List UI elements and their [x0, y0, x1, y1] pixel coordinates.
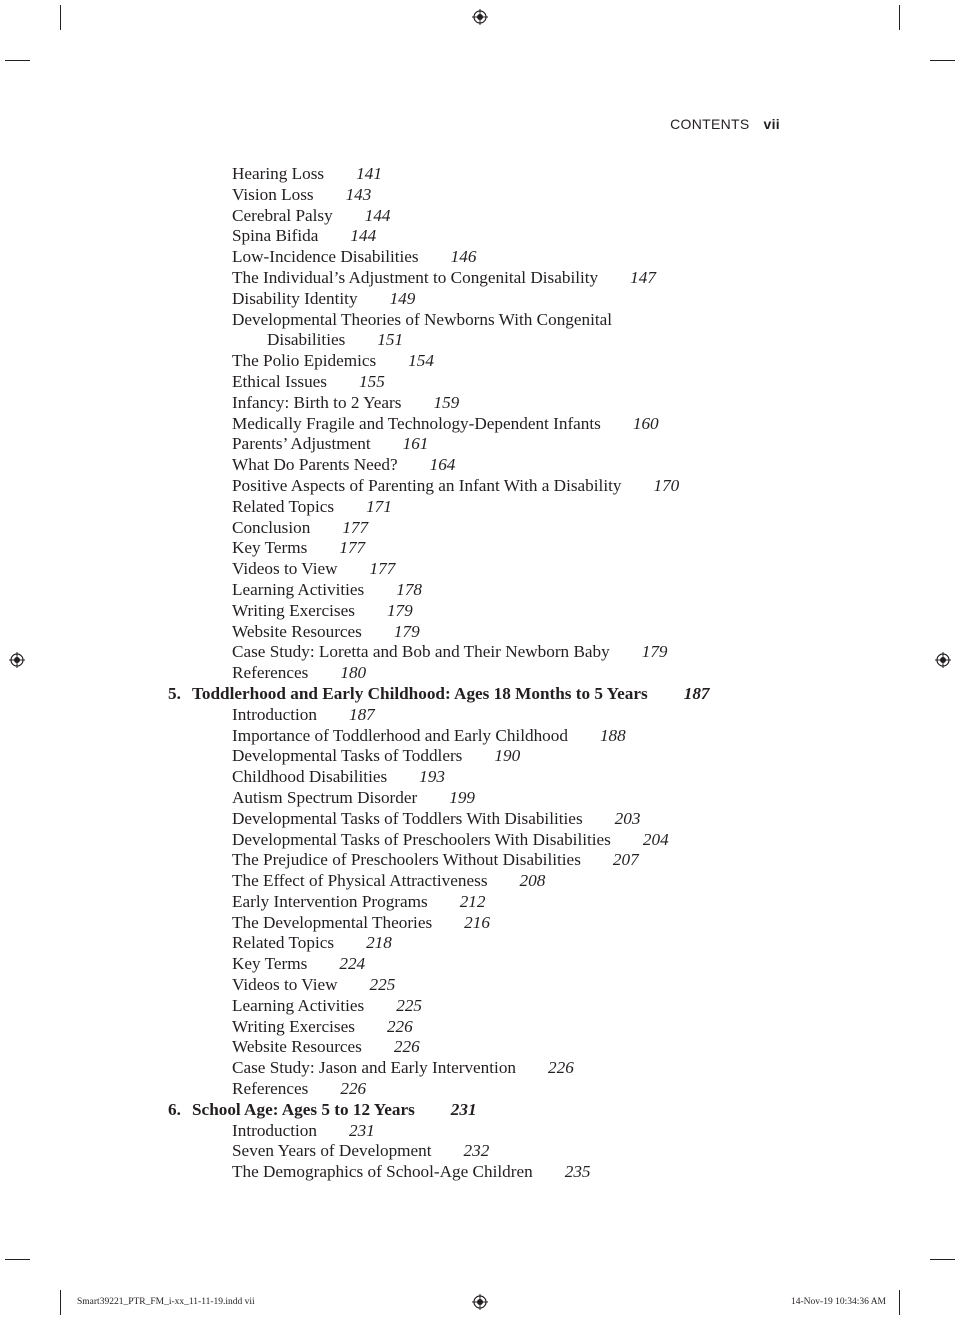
toc-entry — [0, 476, 960, 497]
toc-entry — [0, 1058, 960, 1079]
table-of-contents — [0, 164, 960, 1183]
toc-entry-title: Disabilities — [267, 330, 346, 350]
toc-entry-title: Videos to View — [232, 559, 338, 579]
toc-entry — [0, 954, 960, 975]
toc-entry — [0, 746, 960, 767]
toc-entry-page-number: 177 — [342, 517, 369, 537]
toc-entry — [0, 226, 960, 247]
toc-entry-title: Related Topics — [232, 933, 335, 953]
toc-entry — [0, 393, 960, 414]
crop-mark-top-left-v — [60, 5, 61, 30]
toc-entry-page-number: 164 — [429, 455, 456, 475]
toc-entry — [0, 310, 960, 331]
toc-entry-page-number: 146 — [450, 247, 477, 267]
toc-entry-page-number: 225 — [369, 975, 396, 995]
toc-entry — [0, 767, 960, 788]
toc-entry-page-number: 224 — [339, 954, 366, 974]
registration-mark-top-icon — [472, 9, 488, 25]
crop-mark-bottom-left-v — [60, 1290, 61, 1315]
toc-entry-page-number: 177 — [339, 538, 366, 558]
toc-entry — [0, 871, 960, 892]
toc-entry-title: Learning Activities — [232, 995, 365, 1015]
toc-entry-title: Disability Identity — [232, 288, 358, 308]
toc-entry-title: Developmental Tasks of Preschoolers With Disabilities — [232, 829, 611, 849]
toc-entry-title: Early Intervention Programs — [232, 891, 428, 911]
toc-entry-title: Introduction — [232, 1120, 317, 1140]
toc-entry-title: The Demographics of School-Age Children — [232, 1162, 533, 1182]
toc-entry — [0, 414, 960, 435]
toc-entry-title: Cerebral Palsy — [232, 205, 333, 225]
toc-entry-title: Positive Aspects of Parenting an Infant With a Disability — [232, 475, 622, 495]
toc-entry — [0, 1017, 960, 1038]
toc-entry — [0, 247, 960, 268]
toc-entry-page-number: 154 — [408, 351, 434, 371]
toc-entry — [0, 1037, 960, 1058]
toc-entry — [0, 933, 960, 954]
toc-entry-title: Case Study: Loretta and Bob and Their Newborn Baby — [232, 642, 610, 662]
toc-entry-title: The Prejudice of Preschoolers Without Disabilities — [232, 850, 581, 870]
toc-entry — [0, 164, 960, 185]
toc-entry-page-number: 218 — [366, 933, 392, 953]
toc-entry-title: Ethical Issues — [232, 371, 327, 391]
toc-entry-page-number: 226 — [548, 1058, 574, 1078]
toc-entry-page-number: 235 — [564, 1162, 591, 1182]
crop-mark-bottom-right-v — [899, 1290, 900, 1315]
toc-entry — [0, 185, 960, 206]
toc-entry-page-number: 179 — [641, 642, 668, 662]
slug-timestamp: 14-Nov-19 10:34:36 AM — [791, 1297, 886, 1307]
toc-entry-page-number: 226 — [393, 1037, 420, 1057]
toc-entry-title: Toddlerhood and Early Childhood: Ages 18 Months to 5 Years — [192, 683, 648, 703]
toc-entry — [0, 580, 960, 601]
toc-entry-page-number: 161 — [402, 434, 429, 454]
toc-entry-title: Key Terms — [232, 954, 308, 974]
page-folio: vii — [763, 116, 780, 132]
toc-entry-title: Learning Activities — [232, 579, 365, 599]
toc-entry-page-number: 199 — [449, 787, 476, 807]
toc-entry-page-number: 149 — [389, 288, 416, 308]
toc-entry — [0, 497, 960, 518]
toc-entry-page-number: 144 — [364, 205, 391, 225]
toc-entry-title: Conclusion — [232, 517, 311, 537]
toc-entry-title: Key Terms — [232, 538, 308, 558]
toc-entry-title: Vision Loss — [232, 184, 314, 204]
toc-entry-title: Parents’ Adjustment — [232, 434, 371, 454]
toc-entry-page-number: 141 — [356, 164, 382, 183]
toc-entry — [0, 830, 960, 851]
toc-entry-page-number: 231 — [450, 1099, 477, 1119]
toc-entry — [0, 455, 960, 476]
toc-entry — [0, 663, 960, 684]
toc-entry — [0, 330, 960, 351]
toc-entry-title: The Individual’s Adjustment to Congenital Disability — [232, 267, 599, 287]
toc-entry — [0, 913, 960, 934]
toc-entry — [0, 850, 960, 871]
toc-entry-title: What Do Parents Need? — [232, 455, 398, 475]
toc-entry-title: Seven Years of Development — [232, 1141, 432, 1161]
toc-entry — [0, 268, 960, 289]
toc-entry-page-number: 232 — [463, 1141, 490, 1161]
toc-entry-page-number: 188 — [599, 725, 626, 745]
chapter-number: 5. — [168, 683, 181, 703]
toc-entry-title: Low-Incidence Disabilities — [232, 247, 419, 267]
running-head — [670, 116, 780, 132]
toc-entry — [0, 559, 960, 580]
toc-entry-page-number: 147 — [630, 267, 656, 287]
toc-entry-page-number: 187 — [348, 704, 375, 724]
toc-entry-page-number: 231 — [348, 1120, 375, 1140]
crop-mark-top-right-h — [930, 60, 955, 61]
toc-entry — [0, 1121, 960, 1142]
toc-entry-title: Videos to View — [232, 975, 338, 995]
toc-entry-title: Childhood Disabilities — [232, 767, 388, 787]
toc-entry-title: Website Resources — [232, 1037, 362, 1057]
toc-entry-title: Developmental Tasks of Toddlers With Disabilities — [232, 808, 583, 828]
toc-entry-title: Hearing Loss — [232, 164, 325, 183]
toc-entry-title: Writing Exercises — [232, 600, 355, 620]
toc-entry — [0, 1079, 960, 1100]
toc-entry — [0, 726, 960, 747]
toc-entry-title: Infancy: Birth to 2 Years — [232, 392, 402, 412]
crop-mark-top-right-v — [899, 5, 900, 30]
crop-mark-top-left-h — [5, 60, 30, 61]
toc-entry — [0, 809, 960, 830]
toc-entry-page-number: 179 — [393, 621, 420, 641]
toc-entry-title: The Polio Epidemics — [232, 351, 377, 371]
slug-file-name: Smart39221_PTR_FM_i-xx_11-11-19.indd vii — [77, 1297, 255, 1307]
toc-entry — [0, 975, 960, 996]
toc-entry-page-number: 143 — [345, 184, 372, 204]
toc-entry-title: Medically Fragile and Technology-Dependent Infants — [232, 413, 601, 433]
toc-entry-title: Case Study: Jason and Early Intervention — [232, 1058, 517, 1078]
toc-entry — [0, 289, 960, 310]
toc-entry-title: The Developmental Theories — [232, 912, 433, 932]
toc-entry-title: Developmental Tasks of Toddlers — [232, 746, 463, 766]
toc-entry — [0, 372, 960, 393]
toc-entry-title: Website Resources — [232, 621, 362, 641]
toc-entry — [0, 892, 960, 913]
chapter-number: 6. — [168, 1099, 181, 1119]
toc-entry-page-number: 177 — [369, 559, 396, 579]
toc-entry-page-number: 160 — [632, 413, 659, 433]
running-head-label: CONTENTS — [670, 116, 750, 132]
toc-entry-title: Developmental Theories of Newborns With Congenital — [232, 309, 613, 329]
toc-entry-page-number: 204 — [642, 829, 669, 849]
toc-entry-title: Related Topics — [232, 496, 335, 516]
toc-entry-title: Importance of Toddlerhood and Early Childhood — [232, 725, 568, 745]
registration-mark-bottom-icon — [472, 1294, 488, 1310]
toc-entry — [0, 538, 960, 559]
toc-entry-page-number: 203 — [614, 808, 641, 828]
toc-entry-page-number: 193 — [419, 767, 445, 787]
toc-entry — [0, 351, 960, 372]
toc-entry — [0, 996, 960, 1017]
toc-entry-page-number: 212 — [459, 891, 486, 911]
toc-entry-page-number: 225 — [396, 995, 422, 1015]
toc-entry-title: Autism Spectrum Disorder — [232, 787, 418, 807]
toc-entry-page-number: 144 — [350, 226, 377, 246]
toc-entry-page-number: 151 — [377, 330, 404, 350]
toc-entry — [0, 206, 960, 227]
toc-entry-page-number: 208 — [519, 871, 546, 891]
toc-entry-title: Writing Exercises — [232, 1016, 355, 1036]
toc-entry — [0, 518, 960, 539]
toc-entry-page-number: 216 — [464, 912, 490, 932]
toc-entry-title: The Effect of Physical Attractiveness — [232, 871, 488, 891]
toc-entry-page-number: 226 — [386, 1016, 413, 1036]
toc-entry-page-number: 180 — [340, 663, 367, 683]
toc-entry — [0, 705, 960, 726]
toc-entry-page-number: 171 — [366, 496, 392, 516]
toc-entry-page-number: 207 — [612, 850, 639, 870]
toc-entry — [0, 622, 960, 643]
toc-chapter-entry — [0, 684, 960, 705]
toc-entry-page-number: 178 — [396, 579, 422, 599]
toc-entry-title: School Age: Ages 5 to 12 Years — [192, 1099, 415, 1119]
toc-entry-title: Spina Bifida — [232, 226, 319, 246]
toc-entry-page-number: 155 — [359, 371, 385, 391]
crop-mark-bottom-right-h — [930, 1259, 955, 1260]
toc-entry — [0, 1162, 960, 1183]
toc-entry-page-number: 190 — [494, 746, 521, 766]
toc-entry-page-number: 187 — [683, 683, 710, 703]
toc-entry — [0, 434, 960, 455]
toc-entry-title: References — [232, 1079, 309, 1099]
toc-entry-page-number: 226 — [340, 1079, 367, 1099]
crop-mark-bottom-left-h — [5, 1259, 30, 1260]
toc-entry-page-number: 179 — [386, 600, 413, 620]
toc-entry — [0, 601, 960, 622]
toc-chapter-entry — [0, 1100, 960, 1121]
toc-entry — [0, 788, 960, 809]
toc-entry-title: Introduction — [232, 704, 317, 724]
toc-entry-title: References — [232, 663, 309, 683]
toc-entry — [0, 1141, 960, 1162]
toc-entry-page-number: 170 — [653, 475, 680, 495]
toc-entry-page-number: 159 — [433, 392, 460, 412]
toc-entry — [0, 642, 960, 663]
